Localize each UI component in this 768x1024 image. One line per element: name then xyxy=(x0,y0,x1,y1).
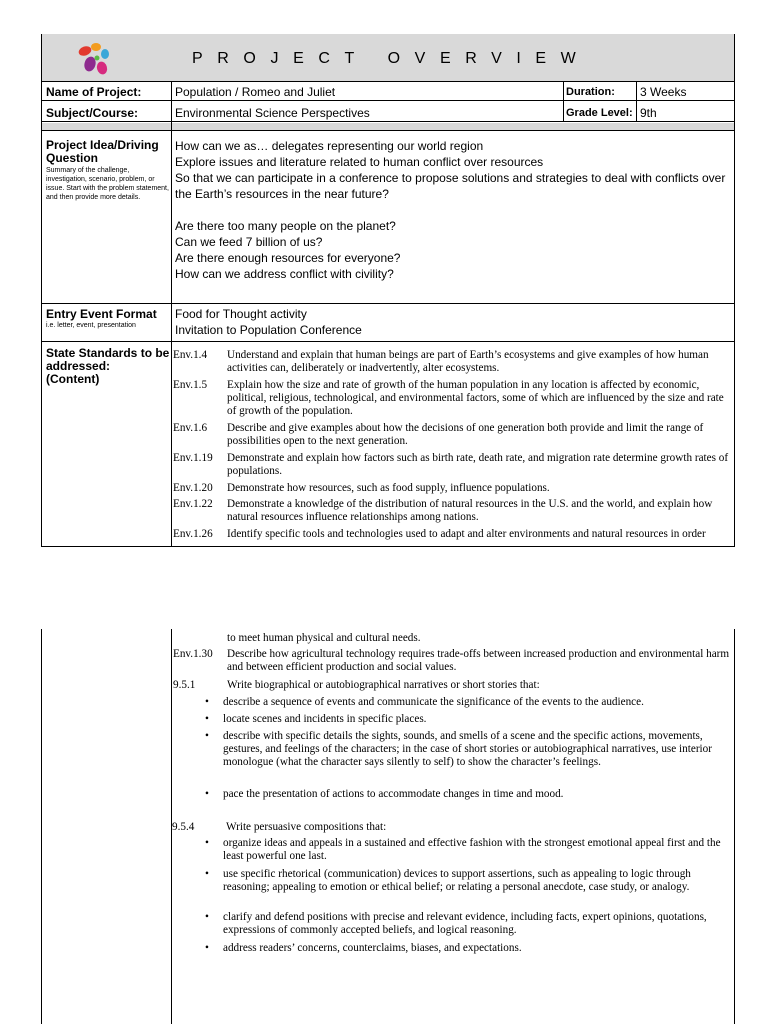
entry-help: i.e. letter, event, presentation xyxy=(46,322,136,329)
entry-label: Entry Event Format xyxy=(46,307,157,321)
page-title: PROJECT OVERVIEW xyxy=(192,50,591,67)
duration-value: 3 Weeks xyxy=(640,85,687,99)
subject-value: Environmental Science Perspectives xyxy=(175,106,370,120)
subject-label: Subject/Course: xyxy=(46,106,139,120)
logo-icon xyxy=(75,40,119,80)
overview-page-1: PROJECT OVERVIEW Name of Project: Population / Romeo and Juliet Duration: 3 Weeks Subject/Course: Environmental Science Perspectives Grade Level: 9th Project Idea/Driving Question Summary of the challenge, investigation, scenario, problem, or issue. Start with the problem statement, and then provide more details. How can we as… delegates representing our world region Explore issues and literature related to human conflict over resources So that we can participate in a conference to propose solutions and strategies to deal with conflicts over the Earth’s resources in the near future? Are there too many people on the planet? Can we feed 7 billion of us? Are there enough resources for everyone? How can we address conflict with civility? Entry Event Format i.e. letter, event, presentation Food for Thought activity Invitation to Population Conference State Standards to be addressed: (Content) Env.1.4 Understand and explain that human beings are part of Earth’s ecosystems and give examples of how human activities can, deliberately or inadvertently, alter ecosystems. Env.1.5 Explain how the size and rate of growth of the human population in any location is affected by economic, political, religious, technological, and environmental factors, some of which are influenced by the size and rate of growth of the population. Env.1.6 Describe and give examples about how the decisions of one generation both provide and limit the range of possibilities open to the next generation. Env.1.19 Demonstrate and explain how factors such as birth rate, death rate, and migration rate determine growth rates of populations. Env.1.20 Demonstrate how resources, such as food supply, influence populations. Env.1.22 Demonstrate a knowledge of the distribution of natural resources in the U.S. and the world, and explain how natural resources influence relationships among nations. Env.1.26 Identify specific tools and technologies used to adapt and alter environments and natural resources in order xyxy=(41,34,735,547)
grade-label: Grade Level: xyxy=(566,107,633,119)
overview-header xyxy=(42,34,734,81)
standards-label: State Standards to be addressed: (Content) xyxy=(46,346,170,386)
idea-text: How can we as… delegates representing our world region Explore issues and literature related to human conflict over resources So that we can participate in a conference to propose solutions and strategies to deal with conflicts over the Earth’s resources in the near future? Are there too many people on the planet? Can we feed 7 billion of us? Are there enough resources for everyone? How can we address conflict with civility? xyxy=(175,139,726,281)
grade-value: 9th xyxy=(640,106,657,120)
name-value: Population / Romeo and Juliet xyxy=(175,85,336,99)
overview-page-2: to meet human physical and cultural needs. Env.1.30 Describe how agricultural technology requires trade-offs between increased production and environmental harm and between efficient production and social values. 9.5.1 Write biographical or autobiographical narratives or short stories that: xyxy=(41,629,735,1024)
divider-bar xyxy=(42,123,734,130)
idea-label: Project Idea/Driving Question xyxy=(46,138,159,165)
idea-help: Summary of the challenge, investigation, scenario, problem, or issue. Start with the problem statement, and then provide more details. xyxy=(46,167,169,201)
entry-text: Food for Thought activity Invitation to Population Conference xyxy=(175,307,362,337)
name-label: Name of Project: xyxy=(46,85,142,99)
duration-label: Duration: xyxy=(566,86,615,98)
